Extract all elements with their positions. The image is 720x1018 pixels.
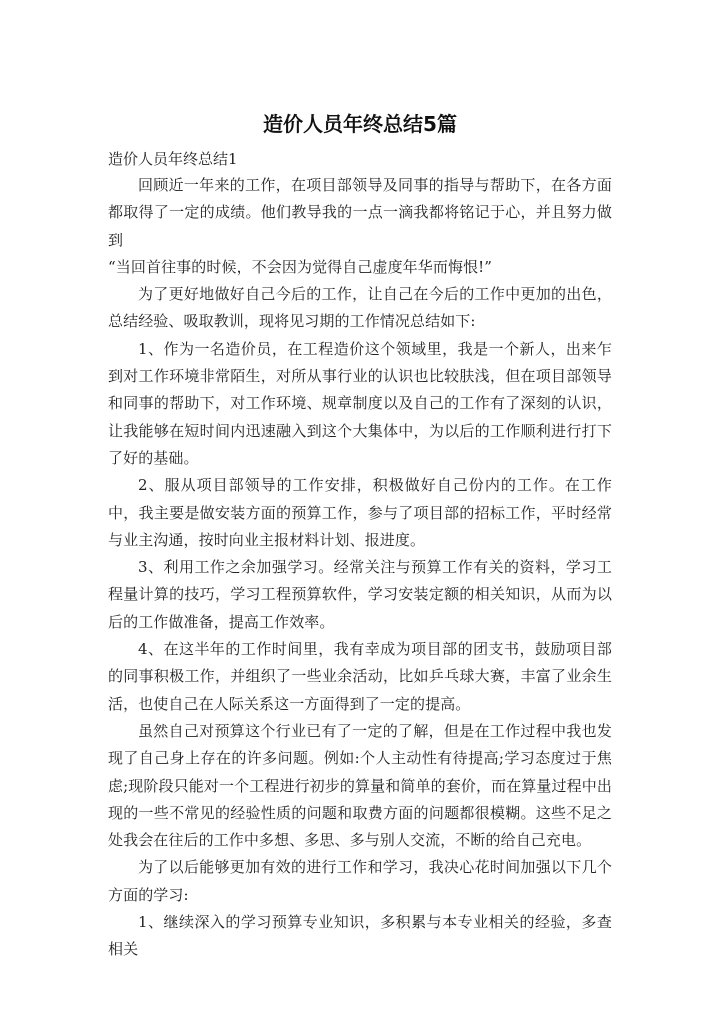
paragraph-shortcomings: 虽然自己对预算这个行业已有了一定的了解，但是在工作过程中我也发现了自己身上存在的许多问题。例如:个人主动性有待提高;学习态度过于焦虑;现阶段只能对一个工程进行初步的算量和简单的套价，而在算量过程中出现的一些不常见的经验性质的问题和取费方面的问题都很模糊。这些不足之处我会在往后的工作中多想、多思、多与别人交流，不断的给自己充电。 <box>108 721 612 850</box>
paragraph-plan-item-1: 1、继续深入的学习预算专业知识，多积累与本专业相关的经验，多查相关 <box>108 913 612 959</box>
paragraph-quote: “当回首往事的时候，不会因为觉得自己虚度年华而悔恨!” <box>108 257 493 276</box>
paragraph-item-2: 2、服从项目部领导的工作安排，积极做好自己份内的工作。在工作中，我主要是做安装方面的预算工作，参与了项目部的招标工作，平时经常与业主沟通，按时向业主报材料计划、报进度。 <box>108 476 612 549</box>
paragraph-item-3: 3、利用工作之余加强学习。经常关注与预算工作有关的资料，学习工程量计算的技巧，学习工程预算软件，学习安装定额的相关知识，从而为以后的工作做准备，提高工作效率。 <box>108 558 612 631</box>
paragraph-plan: 为了以后能够更加有效的进行工作和学习，我决心花时间加强以下几个方面的学习: <box>108 858 612 904</box>
section-heading: 造价人员年终总结1 <box>108 150 238 168</box>
document-title: 造价人员年终总结5篇 <box>263 112 457 136</box>
paragraph-intro: 回顾近一年来的工作，在项目部领导及同事的指导与帮助下，在各方面都取得了一定的成绩。他们教导我的一点一滴我都将铭记于心，并且努力做到 <box>108 176 612 249</box>
document-body <box>108 172 612 964</box>
paragraph-item-1: 1、作为一名造价员，在工程造价这个领域里，我是一个新人，出来乍到对工作环境非常陌生，对所从事行业的认识也比较肤浅，但在项目部领导和同事的帮助下，对工作环境、规章制度以及自己的工作有了深刻的认识，让我能够在短时间内迅速融入到这个大集体中，为以后的工作顺利进行打下了好的基础。 <box>108 339 612 467</box>
paragraph-item-4: 4、在这半年的工作时间里，我有幸成为项目部的团支书，鼓励项目部的同事积极工作，并组织了一些业余活动，比如乒乓球大赛，丰富了业余生活，也使自己在人际关系这一方面得到了一定的提高。 <box>108 640 612 713</box>
paragraph-purpose: 为了更好地做好自己今后的工作，让自己在今后的工作中更加的出色，总结经验、吸取教训，现将见习期的工作情况总结如下: <box>108 285 612 331</box>
